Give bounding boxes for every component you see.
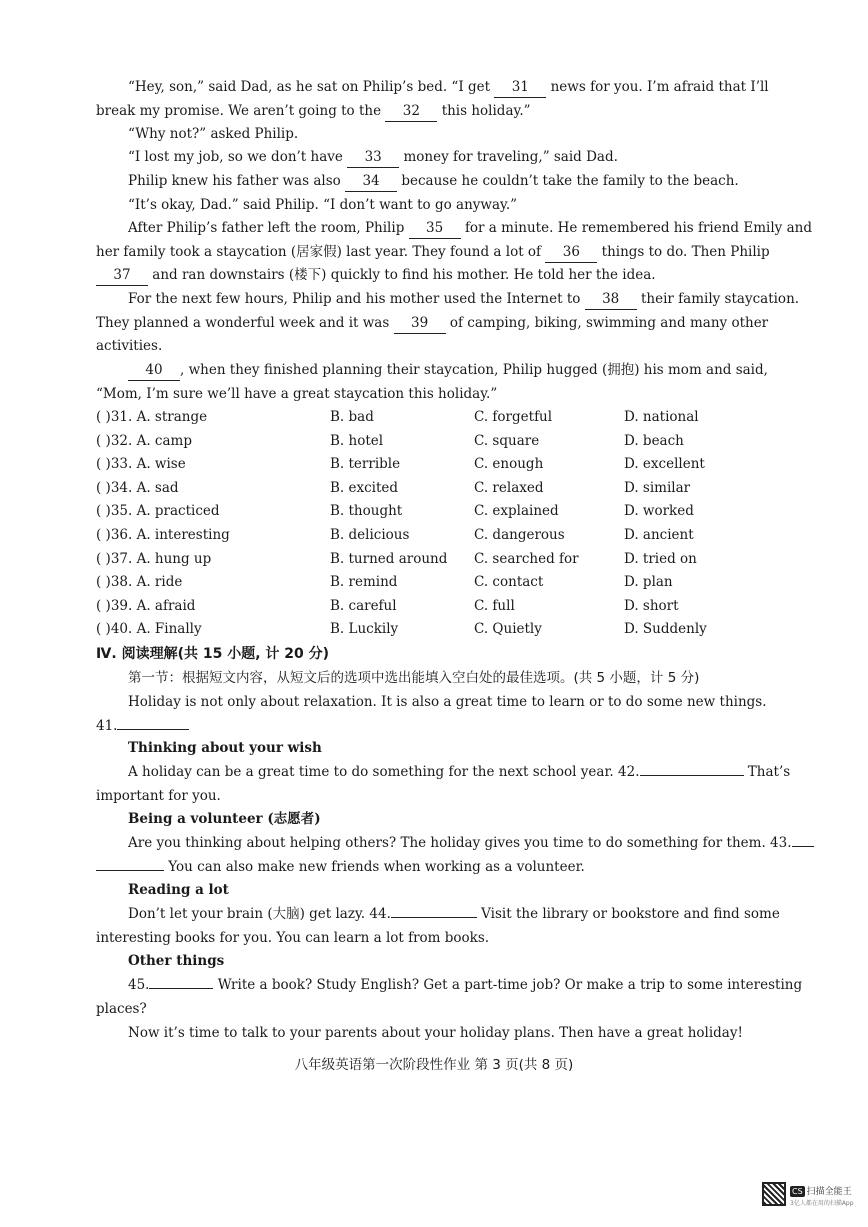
passage-line bbox=[96, 265, 786, 286]
question-option-c: C. explained bbox=[474, 503, 559, 520]
reading-line bbox=[96, 857, 786, 877]
question-option-a: ( )31. A. strange bbox=[96, 409, 208, 425]
text: her family took a staycation (居家假) last year. They found a lot of bbox=[96, 244, 542, 260]
blank-45 bbox=[149, 988, 213, 989]
scanner-name: 扫描全能王 bbox=[806, 1187, 852, 1197]
question-option-d: D. short bbox=[624, 597, 679, 614]
scanner-logo: CS bbox=[792, 1187, 803, 1196]
text: That’s bbox=[747, 764, 791, 780]
reading-line bbox=[128, 975, 818, 995]
question-number: 45. bbox=[128, 977, 150, 993]
question-option-d: D. national bbox=[624, 409, 699, 425]
question-option-c: C. relaxed bbox=[474, 479, 544, 496]
subheading: Thinking about your wish bbox=[128, 740, 322, 756]
reading-line bbox=[128, 762, 818, 782]
question-number: 42. bbox=[618, 764, 640, 780]
question-option-c: C. searched for bbox=[474, 550, 579, 567]
text: “I lost my job, so we don’t have bbox=[128, 149, 343, 165]
blank-34: 34 bbox=[345, 171, 397, 192]
question-option-a: ( )35. A. practiced bbox=[96, 503, 220, 520]
reading-line: important for you. bbox=[96, 788, 221, 804]
reading-line bbox=[128, 904, 818, 924]
text: Are you thinking about helping others? The holiday gives you time to do something for them. bbox=[128, 835, 766, 851]
passage-line bbox=[128, 360, 818, 381]
question-option-c: C. contact bbox=[474, 574, 544, 591]
text: news for you. I’m afraid that I’ll bbox=[550, 79, 769, 95]
text: After Philip’s father left the room, Philip bbox=[128, 220, 405, 236]
text: because he couldn’t take the family to the beach. bbox=[401, 173, 739, 189]
text: money for traveling,” said Dad. bbox=[403, 149, 618, 165]
question-option-c: C. Quietly bbox=[474, 621, 542, 638]
blank-43a bbox=[792, 846, 814, 847]
text: A holiday can be a great time to do something for the next school year. bbox=[128, 764, 614, 780]
blank-41 bbox=[117, 729, 189, 730]
text: Write a book? Study English? Get a part-time job? Or make a trip to some interesting bbox=[217, 977, 803, 993]
passage-line bbox=[128, 289, 818, 310]
text: and ran downstairs (楼下) quickly to find his mother. He told her the idea. bbox=[152, 267, 656, 283]
text: of camping, biking, swimming and many other bbox=[449, 315, 769, 331]
question-option-a: ( )39. A. afraid bbox=[96, 597, 196, 614]
blank-32: 32 bbox=[385, 101, 437, 122]
reading-line bbox=[96, 716, 786, 736]
text: for a minute. He remembered his friend Emily and bbox=[464, 220, 812, 236]
question-option-a: ( )32. A. camp bbox=[96, 432, 192, 449]
question-option-a: ( )40. A. Finally bbox=[96, 621, 202, 638]
text: break my promise. We aren’t going to the bbox=[96, 103, 382, 119]
question-option-c: C. dangerous bbox=[474, 527, 565, 543]
blank-31: 31 bbox=[494, 77, 546, 98]
text: Don’t let your brain (大脑) get lazy. bbox=[128, 906, 366, 922]
qr-code-icon bbox=[762, 1182, 786, 1206]
scanner-watermark bbox=[790, 1184, 852, 1197]
passage-line bbox=[128, 171, 818, 192]
reading-line: places? bbox=[96, 1001, 147, 1017]
question-option-b: B. careful bbox=[330, 597, 397, 614]
question-option-d: D. ancient bbox=[624, 527, 694, 543]
scanner-tagline: 3亿人都在用的扫描App bbox=[790, 1200, 854, 1207]
question-option-d: D. plan bbox=[624, 574, 673, 591]
passage-line bbox=[128, 147, 818, 168]
reading-line bbox=[128, 833, 818, 853]
question-option-a: ( )37. A. hung up bbox=[96, 550, 212, 567]
blank-38: 38 bbox=[585, 289, 637, 310]
blank-40: 40 bbox=[128, 360, 180, 381]
text: things to do. Then Philip bbox=[601, 244, 770, 260]
question-option-b: B. hotel bbox=[330, 432, 384, 449]
passage-line: activities. bbox=[96, 338, 163, 354]
question-number: 44. bbox=[369, 906, 391, 922]
question-option-b: B. bad bbox=[330, 409, 374, 425]
question-number: 43. bbox=[770, 835, 792, 851]
question-option-c: C. forgetful bbox=[474, 409, 553, 425]
subheading: Being a volunteer (志愿者) bbox=[128, 811, 321, 827]
text: , when they finished planning their staycation, Philip hugged (拥抱) his mom and said, bbox=[180, 362, 768, 378]
text: their family staycation. bbox=[640, 291, 800, 307]
question-option-c: C. full bbox=[474, 597, 515, 614]
blank-36: 36 bbox=[545, 242, 597, 263]
text: Philip knew his father was also bbox=[128, 173, 341, 189]
question-option-b: B. delicious bbox=[330, 527, 410, 543]
text: this holiday.” bbox=[441, 103, 531, 119]
text: You can also make new friends when working as a volunteer. bbox=[168, 859, 585, 875]
question-option-a: ( )33. A. wise bbox=[96, 456, 186, 473]
question-option-d: D. worked bbox=[624, 503, 694, 520]
text: Visit the library or bookstore and find some bbox=[481, 906, 780, 922]
blank-44 bbox=[391, 917, 477, 918]
question-option-c: C. square bbox=[474, 432, 540, 449]
blank-37: 37 bbox=[96, 265, 148, 286]
passage-line: “Mom, I’m sure we’ll have a great staycation this holiday.” bbox=[96, 386, 498, 402]
question-option-a: ( )36. A. interesting bbox=[96, 527, 230, 543]
question-option-d: D. similar bbox=[624, 479, 691, 496]
question-option-b: B. Luckily bbox=[330, 621, 399, 638]
question-option-d: D. tried on bbox=[624, 550, 697, 567]
question-option-d: D. Suddenly bbox=[624, 621, 707, 638]
question-number: 41. bbox=[96, 718, 118, 734]
question-option-a: ( )34. A. sad bbox=[96, 479, 179, 496]
question-option-a: ( )38. A. ride bbox=[96, 574, 183, 591]
passage-line bbox=[128, 218, 818, 239]
reading-line: Now it’s time to talk to your parents about your holiday plans. Then have a great holiday! bbox=[128, 1025, 743, 1041]
reading-line: interesting books for you. You can learn a lot from books. bbox=[96, 930, 490, 946]
section-title: Ⅳ. 阅读理解(共 15 小题, 计 20 分) bbox=[96, 646, 330, 662]
passage-line bbox=[96, 101, 786, 122]
passage-line bbox=[96, 242, 786, 263]
subheading: Other things bbox=[128, 953, 225, 969]
blank-39: 39 bbox=[394, 313, 446, 334]
text: They planned a wonderful week and it was bbox=[96, 315, 390, 331]
passage-line bbox=[128, 77, 818, 98]
blank-35: 35 bbox=[409, 218, 461, 239]
question-option-b: B. excited bbox=[330, 479, 399, 496]
question-option-c: C. enough bbox=[474, 456, 544, 473]
subheading: Reading a lot bbox=[128, 882, 229, 898]
blank-42 bbox=[640, 775, 744, 776]
passage-line: “It’s okay, Dad.” said Philip. “I don’t want to go anyway.” bbox=[128, 197, 518, 213]
blank-43b bbox=[96, 870, 164, 871]
question-option-b: B. turned around bbox=[330, 550, 448, 567]
section-instructions: 第一节：根据短文内容，从短文后的选项中选出能填入空白处的最佳选项。(共 5 小题，计 5 分) bbox=[128, 670, 700, 686]
text: “Hey, son,” said Dad, as he sat on Philip’s bed. “I get bbox=[128, 79, 491, 95]
reading-line: Holiday is not only about relaxation. It is also a great time to learn or to do some new things. bbox=[128, 694, 767, 710]
question-option-b: B. thought bbox=[330, 503, 403, 520]
page-footer: 八年级英语第一次阶段性作业 第 3 页(共 8 页) bbox=[294, 1057, 574, 1073]
passage-line bbox=[96, 313, 786, 334]
question-option-d: D. beach bbox=[624, 432, 684, 449]
text: For the next few hours, Philip and his mother used the Internet to bbox=[128, 291, 581, 307]
question-option-b: B. remind bbox=[330, 574, 398, 591]
blank-33: 33 bbox=[347, 147, 399, 168]
question-option-d: D. excellent bbox=[624, 456, 705, 473]
passage-line: “Why not?” asked Philip. bbox=[128, 126, 299, 142]
question-option-b: B. terrible bbox=[330, 456, 401, 473]
